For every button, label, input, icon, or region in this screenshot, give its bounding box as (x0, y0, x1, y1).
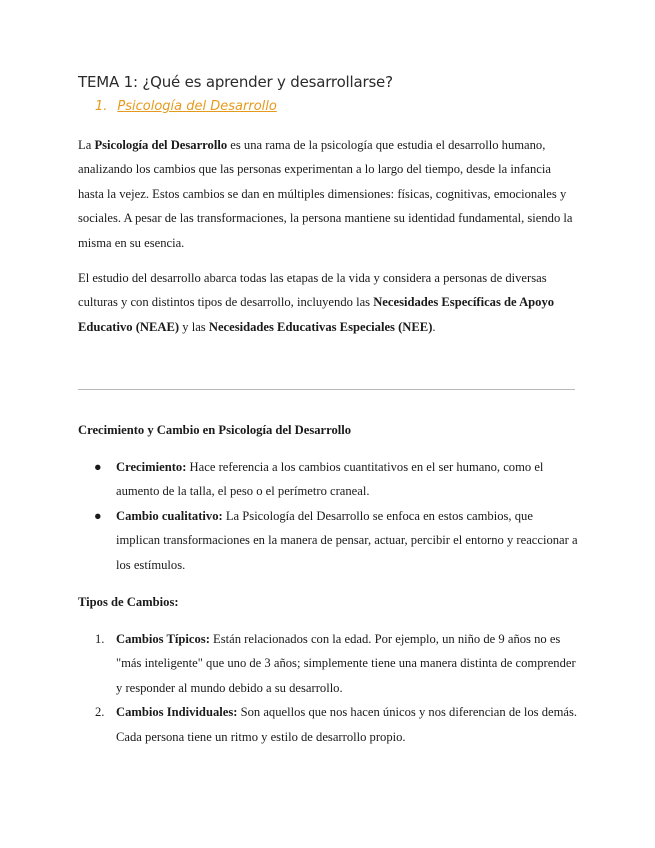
list-item (78, 627, 578, 700)
p1-text-1: La (78, 138, 95, 152)
section-subtitle (95, 99, 277, 114)
p1-bold-1: Psicología del Desarrollo (94, 138, 228, 152)
p2-bold-2: Necesidades Educativas Especiales (NEE) (208, 319, 433, 334)
p2-text-1: El estudio del desarrollo abarca todas las etapas de la vida y considera a personas de diversas culturas y con distintos tipos de desarrollo, incluyendo las (78, 271, 547, 310)
list-item-term: Cambios Individuales: (116, 705, 238, 720)
list-number: 2. (95, 705, 105, 720)
page-title: TEMA 1: ¿Qué es aprender y desarrollarse? (78, 73, 393, 91)
bullet-icon: ● (94, 508, 102, 523)
subtitle-link[interactable]: Psicología del Desarrollo (117, 99, 277, 114)
list-item-text: Son aquellos que nos hacen únicos y nos diferencian de los demás. Cada persona tiene un ritmo y estilo de desarrollo propio. (116, 705, 578, 744)
subtitle-number: 1. (95, 99, 108, 114)
types-numbered-list (78, 627, 578, 749)
list-item (78, 700, 578, 749)
list-item-text: La Psicología del Desarrollo se enfoca en estos cambios, que implican transformaciones en la manera de pensar, actuar, percibir el entorno y reaccionar a los estímulos. (116, 508, 578, 572)
list-number: 1. (95, 632, 105, 646)
list-item (78, 455, 578, 504)
list-item-term: Cambios Típicos: (116, 632, 210, 646)
horizontal-divider (78, 389, 575, 390)
growth-bullet-list (78, 455, 578, 577)
list-item (78, 504, 578, 577)
p2-bold-1: Necesidades Específicas de Apoyo Educativo (NEAE) (78, 295, 555, 334)
p1-text-2: es una rama de la psicología que estudia el desarrollo humano, analizando los cambios que las personas experimentan a lo largo del tiempo, desde la infancia hasta la vejez. Estos cambios se dan en múltiples dimensiones: físicas, cognitivas, emocionales y sociales. A pesar de las transformaciones, la persona mantiene su identidad fundamental, siendo la misma en su esencia. (78, 138, 573, 250)
p2-text-2: y las (179, 319, 209, 334)
section-heading-types: Tipos de Cambios: (78, 595, 179, 609)
section-heading-growth: Crecimiento y Cambio en Psicología del Desarrollo (78, 423, 352, 437)
p2-text-3: . (432, 319, 436, 334)
list-item-term: Cambio cualitativo: (116, 508, 223, 523)
bullet-icon: ● (94, 460, 102, 474)
list-item-text: Están relacionados con la edad. Por ejemplo, un niño de 9 años no es "más inteligente" que uno de 3 años; simplemente tiene una manera distinta de comprender y responder al mundo debido a su desarrollo. (116, 632, 576, 695)
intro-paragraph (78, 133, 578, 255)
scope-paragraph (78, 266, 578, 339)
list-item-text: Hace referencia a los cambios cuantitativos en el ser humano, como el aumento de la talla, el peso o el perímetro craneal. (116, 460, 544, 499)
list-item-term: Crecimiento: (116, 460, 187, 474)
